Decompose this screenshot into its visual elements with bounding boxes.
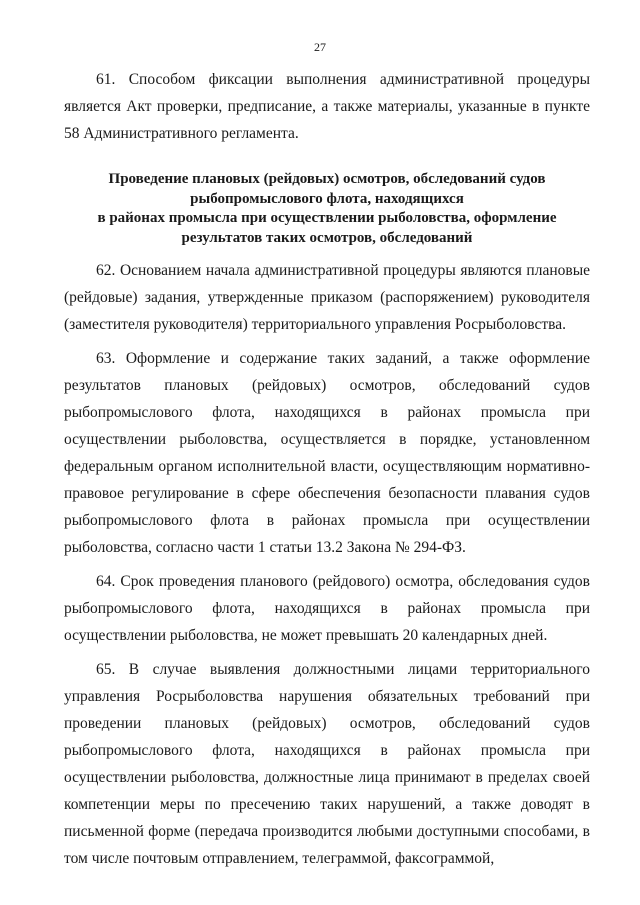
section-heading-line: результатов таких осмотров, обследований xyxy=(181,229,473,246)
section-heading-line: рыбопромыслового флота, находящихся xyxy=(190,190,464,207)
page-number: 27 xyxy=(314,40,326,54)
section-heading xyxy=(64,170,590,248)
paragraph-62: 62. Основанием начала административной процедуры являются плановые (рейдовые) задания, утвержденные приказом (распоряжением) руководителя (заместителя руководителя) территориального управления Росрыболовства. xyxy=(64,262,590,333)
paragraph-65: 65. В случае выявления должностными лицами территориального управления Росрыболовства нарушения обязательных требований при проведении плановых (рейдовых) осмотров, обследований судов рыбопромыслового флота, находящихся в районах промысла при осуществлении рыболовства, должностные лица принимают в пределах своей компетенции меры по пресечению таких нарушений, а также доводят в письменной форме (передача производится любыми доступными способами, в том числе почтовым отправлением, телеграммой, факсограммой, xyxy=(64,661,590,867)
paragraph-64: 64. Срок проведения планового (рейдового) осмотра, обследования судов рыбопромыслового флота, находящихся в районах промысла при осуществлении рыболовства, не может превышать 20 календарных дней. xyxy=(64,573,590,644)
section-heading-line: Проведение плановых (рейдовых) осмотров, обследований судов xyxy=(108,171,546,187)
paragraph-63: 63. Оформление и содержание таких заданий, а также оформление результатов плановых (рейдовых) осмотров, обследований судов рыбопромыслового флота, находящихся в районах промысла при осуществлении рыболовства, осуществляется в порядке, установленном федеральным органом исполнительной власти, осуществляющим нормативно-правовое регулирование в сфере обеспечения безопасности плавания судов рыбопромыслового флота в районах промысла при осуществлении рыболовства, согласно части 1 статьи 13.2 Закона № 294-ФЗ. xyxy=(64,350,590,556)
page-content xyxy=(64,66,590,872)
section-heading-line: в районах промысла при осуществлении рыболовства, оформление xyxy=(97,210,557,226)
paragraph-61: 61. Способом фиксации выполнения административной процедуры является Акт проверки, предписание, а также материалы, указанные в пункте 58 Административного регламента. xyxy=(64,71,590,142)
